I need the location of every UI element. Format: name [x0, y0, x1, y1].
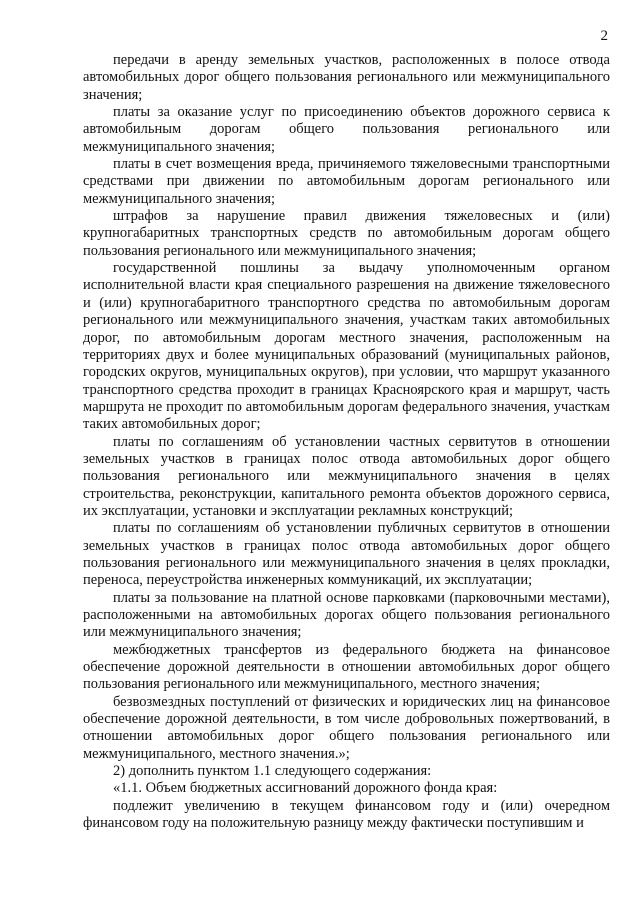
- paragraph-federal-transfers: межбюджетных трансфертов из федерального бюджета на финансовое обеспечение дорожной деятельности в отношении автомобильных дорог общего пользования регионального или межмуниципального, местного значения;: [83, 641, 610, 693]
- paragraph-private-easements: платы по соглашениям об установлении частных сервитутов в отношении земельных участков в границах полос отвода автомобильных дорог общего пользования регионального или межмуниципального значения в целях строительства, реконструкции, капитального ремонта объектов дорожного сервиса, их эксплуатации, установки и эксплуатации рекламных конструкций;: [83, 433, 610, 519]
- paragraph-increase-clause: подлежит увеличению в текущем финансовом году и (или) очередном финансовом году на положительную разницу между фактически поступившим и: [83, 797, 610, 832]
- paragraph-public-easements: платы по соглашениям об установлении публичных сервитутов в отношении земельных участков в границах полос отвода автомобильных дорог общего пользования регионального или межмуниципального значения в целях прокладки, переноса, переустройства инженерных коммуникаций, их эксплуатации;: [83, 520, 610, 589]
- paragraph-parking-fees: платы за пользование на платной основе парковками (парковочными местами), расположенными на автомобильных дорогах общего пользования регионального или межмуниципального значения;: [83, 589, 610, 641]
- paragraph-state-duty: государственной пошлины за выдачу уполномоченным органом исполнительной власти края специального разрешения на движение тяжеловесного и (или) крупногабаритного транспортного средства по автомобильным дорогам регионального или межмуниципального значения, участкам таких автомобильных дорог, по автомобильным дорогам местного значения, расположенным на территориях двух и более муниципальных образований (муниципальных районов, городских округов, муниципальных округов), при условии, что маршрут указанного транспортного средства проходит в границах Красноярского края и маршрут, часть маршрута не проходит по автомобильным дорогам федерального значения, участкам таких автомобильных дорог;: [83, 260, 610, 433]
- paragraph-donations: безвозмездных поступлений от физических и юридических лиц на финансовое обеспечение дорожной деятельности, в том числе добровольных пожертвований, в отношении автомобильных дорог общего пользования регионального или межмуниципального, местного значения.»;: [83, 693, 610, 762]
- paragraph-land-lease: передачи в аренду земельных участков, расположенных в полосе отвода автомобильных дорог общего пользования регионального или межмуниципального значения;: [83, 52, 610, 103]
- paragraph-road-service-connection: платы за оказание услуг по присоединению объектов дорожного сервиса к автомобильным дорогам общего пользования регионального или межмуниципального значения;: [83, 104, 610, 155]
- paragraph-amendment-point: 2) дополнить пунктом 1.1 следующего содержания:: [113, 763, 432, 780]
- paragraph-section-1-1: «1.1. Объем бюджетных ассигнований дорожного фонда края:: [113, 780, 498, 797]
- paragraph-traffic-fines: штрафов за нарушение правил движения тяжеловесных и (или) крупногабаритных транспортных средств по автомобильным дорогам общего пользования регионального или межмуниципального значения;: [83, 208, 610, 259]
- document-body: [83, 52, 610, 832]
- paragraph-heavy-vehicle-damage: платы в счет возмещения вреда, причиняемого тяжеловесными транспортными средствами при движении по автомобильным дорогам регионального или межмуниципального значения;: [83, 156, 610, 207]
- page-number: 2: [600, 28, 608, 44]
